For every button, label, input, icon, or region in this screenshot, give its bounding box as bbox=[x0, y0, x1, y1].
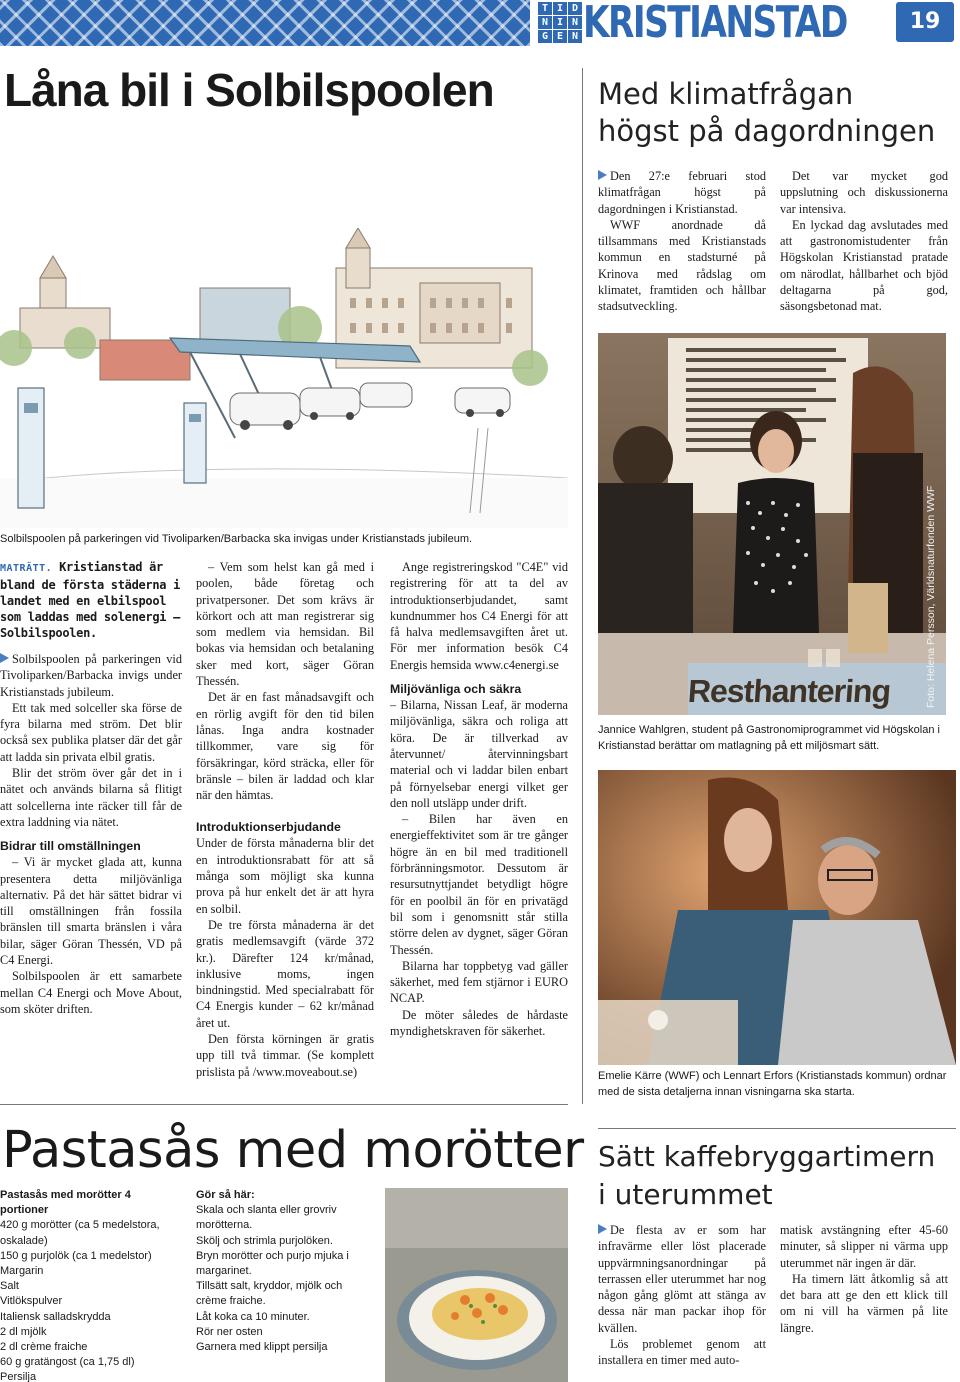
kaffe-col2-p1: matisk avstängning efter 45-60 minuter, så slipper ni värma upp uterummet när ingen är där. bbox=[780, 1223, 948, 1270]
solbil-col3-p1: Ange registreringskod "C4E" vid registrering för att ta del av introduktionserbjudandet, samt kundnummer hos C4 Energi för att få halva medlemsavgiften året ut. För mer information besök C4 Energis hemsida www.c4energi.se bbox=[390, 560, 568, 672]
solbil-col2-p2: Det är en fast månadsavgift och en rörlig avgift för den tid bilen lånas. Inga andra kostnader tillkommer, vare sig för försäkringar, körd sträcka, eller för bränsle – bilen är laddad och klar när den hämtas. bbox=[196, 690, 374, 803]
klimat-headline-line2: högst på dagordningen bbox=[598, 114, 936, 149]
ingredient-item: Salt bbox=[0, 1280, 19, 1293]
klimat-photo-2 bbox=[598, 770, 956, 1065]
solbil-column-2 bbox=[196, 559, 374, 1080]
solbil-subhead-1: Bidrar till omställningen bbox=[0, 839, 141, 854]
arrow-icon bbox=[598, 1224, 607, 1234]
method-title: Gör så här: bbox=[196, 1189, 255, 1201]
ingredients-title: Pastasås med morötter 4 portioner bbox=[0, 1189, 131, 1217]
ingredient-item: Italiensk salladskrydda bbox=[0, 1310, 111, 1323]
solbil-caption: Solbilspoolen på parkeringen vid Tivoliparken/Barbacka ska invigas under Kristianstads jubileum. bbox=[0, 533, 473, 545]
solbil-lead-text: Kristianstad är bland de första städerna i landet med en elbilspool som laddas med solenergi – Solbilspoolen. bbox=[0, 560, 181, 640]
logo-letter: G bbox=[538, 30, 552, 43]
klimat-col2-p2: En lyckad dag avslutades med att gastronomistudenter från Högskolan Kristianstad pratade om närodlat, hållbarhet och bjöd deltagarna på god, säsongsbetonad mat. bbox=[780, 217, 948, 314]
method-step: Tillsätt salt, kryddor, mjölk och crème fraiche. bbox=[196, 1280, 343, 1308]
page-number: 19 bbox=[896, 2, 954, 42]
solbil-lead bbox=[0, 559, 182, 641]
ingredient-item: Persilja bbox=[0, 1371, 37, 1382]
ingredient-item: Vitlökspulver bbox=[0, 1295, 63, 1308]
solbil-col2-p1: – Vem som helst kan gå med i poolen, både företag och privatpersoner. Det som krävs är körkort och att man registrerar sig som medlem via hemsidan. Bil bokas via hemsidan och betalaning sker med kort, säger Göran Thessén. bbox=[196, 560, 374, 689]
solbil-headline: Låna bil i Solbilspoolen bbox=[4, 64, 494, 116]
solbil-col3-p3: – Bilen har även en energieffektivitet som är tre gånger högre än en bil med traditionell förbränningsmotor. Dessutom är resursutnyttjandet betydligt högre för en poolbil än för en privatägd bil som i genomsnitt står stilla större delen av dygnet, säger Göran Thessén. bbox=[390, 812, 568, 957]
klimat-photo-1 bbox=[598, 333, 946, 715]
arrow-icon bbox=[598, 170, 607, 180]
photo-poster-text: Resthantering bbox=[686, 673, 892, 709]
column-divider bbox=[582, 68, 583, 1104]
method-step: Garnera med klippt persilja bbox=[196, 1341, 328, 1354]
solbil-subhead-3: Miljövänliga och säkra bbox=[390, 682, 522, 697]
klimat-headline-line1: Med klimatfrågan bbox=[598, 77, 854, 111]
logo-letter: T bbox=[538, 2, 552, 15]
ingredient-item: 150 g purjolök (ca 1 medelstor) bbox=[0, 1249, 152, 1262]
solbil-column-1 bbox=[0, 559, 182, 1017]
solbil-col1-p4: – Vi är mycket glada att, kunna presentera detta miljövänliga alternativ. På det här sättet bidrar vi till omställningen från fossila bränslen till smarta bränslen i våra bilar, säger Göran Thessén, VD på C4 Energi. bbox=[0, 855, 182, 968]
solbil-column-3 bbox=[390, 559, 568, 1039]
klimat-col1-p2: WWF anordnade då tillsammans med Kristianstads kommun en stadsturné på Krinova med rådslag om klimatet, framtiden och hållbar stadsutveckling. bbox=[598, 217, 766, 314]
ingredient-item: Margarin bbox=[0, 1265, 44, 1278]
solbil-col2-p3: Under de första månaderna blir det en introduktionsrabatt för att så många som möjligt ska kunna prova på hur enkelt det är att hyra en solbil. bbox=[196, 836, 374, 916]
kaffe-col1-p2: Lös problemet genom att installera en timer med auto- bbox=[598, 1337, 766, 1368]
arrow-icon bbox=[0, 653, 9, 663]
klimat-caption-1: Jannice Wahlgren, student på Gastronomiprogrammet vid Högskolan i Kristianstad berättar om matlagning på ett miljösmart sätt. bbox=[598, 724, 940, 752]
method-step: Skölj och strimla purjolöken. bbox=[196, 1234, 333, 1247]
klimat-col1-p1: Den 27:e februari stod klimatfrågan högst på dagordningen i Kristianstad. bbox=[598, 169, 766, 216]
klimat-col2-p1: Det var mycket god uppslutning och diskussionerna var intensiva. bbox=[780, 169, 948, 216]
klimat-column-1 bbox=[598, 168, 766, 315]
section-divider bbox=[598, 1128, 956, 1129]
pasta-method bbox=[196, 1188, 366, 1355]
logo-letter: I bbox=[553, 2, 567, 15]
section-divider bbox=[0, 1104, 568, 1105]
solar-carport-illustration bbox=[0, 228, 568, 528]
pasta-photo bbox=[385, 1188, 568, 1382]
kaffe-column-2 bbox=[780, 1222, 948, 1336]
method-step: Bryn morötter och purjo mjuka i margarinet. bbox=[196, 1249, 349, 1278]
kaffe-col1-p1: De flesta av er som har infravärme eller löst placerade uppvärmningsanordningar på terrassen eller uterummet har nog någon gång glömt att stänga av dessa när man packar ihop för kvällen. bbox=[598, 1223, 766, 1335]
kaffe-headline bbox=[598, 1138, 958, 1214]
solbil-col3-p2: – Bilarna, Nissan Leaf, är moderna miljövänliga, säkra och roliga att köra. De är tillverkad av återvunnet/ återvinningsbart material och vi laddar bilen enbart på förnyelsebar energi vilket ger den noll utsläpp under drift. bbox=[390, 698, 568, 810]
logo-letter: N bbox=[568, 16, 582, 29]
logo-letter: E bbox=[553, 30, 567, 43]
solbil-col3-p4: Bilarna har toppbetyg vad gäller säkerhet, med fem stjärnor i EURO NCAP. bbox=[390, 958, 568, 1006]
solbil-col1-p1: Solbilspoolen på parkeringen vid Tivoliparken/Barbacka invigs under Kristianstads jubileum. bbox=[0, 652, 182, 699]
ingredient-item: 60 g gratängost (ca 1,75 dl) bbox=[0, 1356, 135, 1369]
ingredient-item: 420 g morötter (ca 5 medelstora, oskalade) bbox=[0, 1219, 160, 1247]
kaffe-headline-line1: Sätt kaffebryggartimern bbox=[598, 1140, 936, 1173]
klimat-caption-2: Emelie Kärre (WWF) och Lennart Erfors (Kristianstads kommun) ordnar med de sista detaljerna innan visningarna ska starta. bbox=[598, 1070, 947, 1098]
header-band bbox=[0, 0, 960, 46]
pasta-headline: Pastasås med morötter bbox=[2, 1121, 584, 1180]
solbil-subhead-2: Introduktionserbjudande bbox=[196, 820, 341, 835]
kaffe-column-1 bbox=[598, 1222, 766, 1369]
solbil-col3-p5: De möter således de hårdaste myndighetskraven för säkerhet. bbox=[390, 1007, 568, 1039]
solbil-col1-p5: Solbilspoolen är ett samarbete mellan C4 Energi och Move About, som sköter driften. bbox=[0, 969, 182, 1016]
solbil-col2-p5: Den första körningen är gratis upp till två timmar. (Se komplett prislista på /www.moveabout.se) bbox=[196, 1032, 374, 1079]
logo-letter: I bbox=[553, 16, 567, 29]
klimat-column-2 bbox=[780, 168, 948, 315]
logo-letter: D bbox=[568, 2, 582, 15]
ingredient-item: 2 dl crème fraiche bbox=[0, 1341, 88, 1354]
method-step: Skala och slanta eller grovriv morötterna. bbox=[196, 1204, 337, 1232]
kaffe-col2-p2: Ha timern lätt åtkomlig så att det bara att ge den ett klick till om ni vill ha värmen på lite längre. bbox=[780, 1271, 948, 1335]
solbil-body-1 bbox=[0, 651, 182, 1017]
method-step: Låt koka ca 10 minuter. bbox=[196, 1310, 310, 1323]
klimat-headline bbox=[598, 76, 958, 150]
method-step: Rör ner osten bbox=[196, 1325, 263, 1338]
masthead-city: KRISTIANSTAD bbox=[583, 0, 847, 46]
solbil-col2-p4: De tre första månaderna är det gratis medlemsavgift (värde 372 kr.). Därefter 124 kr/månad, inklusive moms, ingen bindningstid. Med specialrabatt för C4 Energis kunder – 62 kr/månad året ut. bbox=[196, 917, 374, 1030]
logo-letter: N bbox=[538, 16, 552, 29]
solbil-kicker: MATRÄTT. bbox=[0, 563, 53, 574]
solbil-col1-p3: Blir det ström över går det in i nätet och används bilarna så flitigt att solcellerna inte räcker till får de extra laddning via nätet. bbox=[0, 766, 182, 829]
ingredient-item: 2 dl mjölk bbox=[0, 1325, 47, 1338]
logo-letter: N bbox=[568, 30, 582, 43]
photo-credit: Foto: Helena Persson, Världsnaturfonden WWF bbox=[925, 485, 937, 708]
solbil-col1-p2: Ett tak med solceller ska förse de fyra bilarna med ström. Det blir också sex publika platser där det går att ladda sin privata elbil gratis. bbox=[0, 700, 182, 764]
kaffe-headline-line2: i uterummet bbox=[598, 1178, 773, 1211]
pasta-ingredients bbox=[0, 1188, 180, 1382]
